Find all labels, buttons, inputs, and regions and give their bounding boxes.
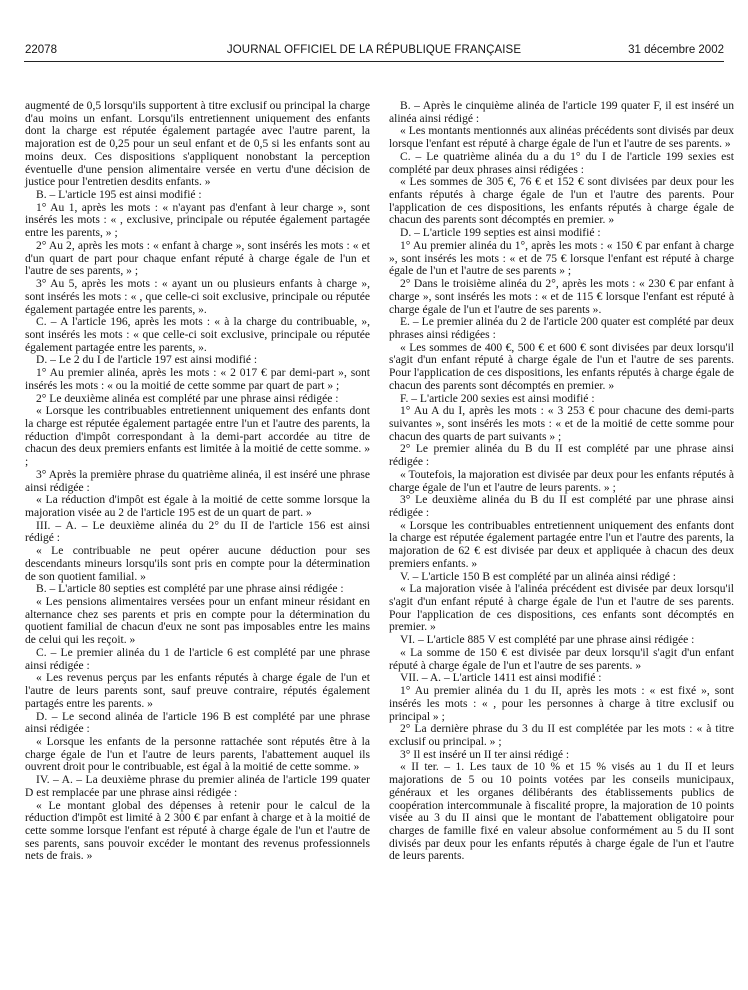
paragraph: 3° Le deuxième alinéa du B du II est complété par une phrase ainsi rédigée : [389,494,734,519]
paragraph: « II ter. – 1. Les taux de 10 % et 15 % visés au 1 du II et leurs majorations de 5 ou 10 points votées par les conseils municipaux, généraux et les organes délibérants des établissements publics de coopération intercommunale à fiscalité propre, la majoration de 10 points visée au 3 du II ainsi que le montant de l'abattement obligatoire pour charges de famille fixé en valeur absolue conformément au 5 du II sont divisés par deux pour les enfants réputés à charge égale de l'un et l'autre de leurs parents. [389,761,734,863]
paragraph: 1° Au 1, après les mots : « n'ayant pas d'enfant à leur charge », sont insérés les mots : « , exclusive, principale ou réputée également partagée entre les parents, » ; [25,201,370,240]
paragraph: 2° Le deuxième alinéa est complété par une phrase ainsi rédigée : [36,392,339,405]
paragraph: C. – A l'article 196, après les mots : « à la charge du contribuable, », sont insérés les mots : « que celle-ci soit exclusive, principale ou réputée également partagée entre les parents, ». [25,316,370,354]
paragraph: « Les montants mentionnés aux alinéas précédents sont divisés par deux lorsque l'enfant est réputé à charge égale de l'un et l'autre de ses parents. » [389,125,734,151]
page-number: 22078 [25,44,57,56]
page-header [0,44,748,60]
paragraph: « Lorsque les enfants de la personne rattachée sont réputés être à la charge égale de l'un et l'autre de leurs parents, l'abattement auquel ils ouvrent droit pour le contribuable, est égal à la moitié de cette somme. » [25,735,370,774]
paragraph: V. – L'article 150 B est complété par un alinéa ainsi rédigé : [400,570,677,583]
paragraph: 2° Le premier alinéa du B du II est complété par une phrase ainsi rédigée : [389,443,734,469]
paragraph: « La somme de 150 € est divisée par deux lorsqu'il s'agit d'un enfant réputé à charge égale de l'un et l'autre de ses parents. » [389,646,734,672]
paragraph: III. – A. – Le deuxième alinéa du 2° du II de l'article 156 est ainsi rédigé : [25,519,370,545]
paragraph: « Les sommes de 305 €, 76 € et 152 € sont divisées par deux pour les enfants réputés à charge égale de l'un et l'autre des parents. Pour l'application de ces dispositions, les enfants réputés à charge égale de chacun des parents sont décomptés en premier. » [389,176,734,227]
header-rule [24,61,724,62]
paragraph: B. – Après le cinquième alinéa de l'article 199 quater F, il est inséré un alinéa ainsi rédigé : [389,100,734,125]
paragraph: 3° Au 5, après les mots : « ayant un ou plusieurs enfants à charge », sont insérés les mots : « , que celle-ci soit exclusive, principale ou réputée également partagée entre les parents, ». [25,278,370,316]
paragraph: VII. – A. – L'article 1411 est ainsi modifié : [400,672,602,685]
paragraph: C. – Le quatrième alinéa du a du 1° du I de l'article 199 sexies est complété par deux phrases ainsi rédigées : [389,150,734,176]
paragraph: « Le montant global des dépenses à retenir pour le calcul de la réduction d'impôt est limité à 2 300 € par enfant à charge et à la moitié de cette somme lorsque l'enfant est réputé à charge égale de l'un et l'autre de ses parents, sans pouvoir excéder le montant des revenus professionnels nets de frais. » [25,799,370,863]
left-column [25,100,370,863]
right-column [389,100,734,863]
paragraph: « Lorsque les contribuables entretiennent uniquement des enfants dont la charge est réputée également partagée entre l'un et l'autre des parents, la majoration de 62 € est divisée par deux et appliquée à chacun des deux premiers enfants. » [389,519,734,570]
paragraph: « Les pensions alimentaires versées pour un enfant mineur résidant en alternance chez ses parents et pris en compte pour la détermination du quotient familial de chacun d'eux ne sont pas imposables entre les mains de celui qui les reçoit. » [25,596,370,647]
paragraph: D. – Le second alinéa de l'article 196 B est complété par une phrase ainsi rédigée : [25,710,370,736]
paragraph: 1° Au premier alinéa du 1°, après les mots : « 150 € par enfant à charge », sont insérés les mots : « et de 75 € lorsque l'enfant est réputé à charge égale de l'un et l'autre de ses parents » ; [389,239,734,278]
paragraph: 1° Au premier alinéa, après les mots : « 2 017 € par demi-part », sont insérés les mots : « ou la moitié de cette somme par quart de part » ; [25,367,370,392]
paragraph: « Les revenus perçus par les enfants réputés à charge égale de l'un et l'autre de leurs parents sont, sauf preuve contraire, réputés également partagés entre les parents. » [25,672,370,710]
paragraph: « Toutefois, la majoration est divisée par deux pour les enfants réputés à charge égale de l'un et l'autre de leurs parents. » ; [389,468,734,494]
paragraph: « Les sommes de 400 €, 500 € et 600 € sont divisées par deux lorsqu'il s'agit d'un enfant réputé à charge égale de l'un et l'autre de ses parents. Pour l'application de ces dispositions, les enfants réputés à charge égale de chacun des parents sont décomptés en premier. » [389,341,734,392]
paragraph: B. – L'article 80 septies est complété par une phrase ainsi rédigée : [36,583,344,596]
paragraph: C. – Le premier alinéa du 1 de l'article 6 est complété par une phrase ainsi rédigée : [25,646,370,672]
paragraph: B. – L'article 195 est ainsi modifié : [36,189,202,202]
paragraph: E. – Le premier alinéa du 2 de l'article 200 quater est complété par deux phrases ainsi rédigées : [389,316,734,341]
paragraph: VI. – L'article 885 V est complété par une phrase ainsi rédigée : [400,634,695,647]
publication-date: 31 décembre 2002 [628,44,724,56]
paragraph: 2° La dernière phrase du 3 du II est complétée par les mots : « à titre exclusif ou principal. » ; [389,723,734,748]
paragraph: F. – L'article 200 sexies est ainsi modifié : [400,392,595,405]
paragraph: « Le contribuable ne peut opérer aucune déduction pour ses descendants mineurs lorsqu'ils sont pris en compte pour la détermination de son quotient familial. » [25,545,370,583]
paragraph: « La majoration visée à l'alinéa précédent est divisée par deux lorsqu'il s'agit d'un enfant réputé à charge égale de l'un et l'autre de ses parents. Pour l'application de ces dispositions, ces enfants sont décomptés en premier. » [389,583,734,634]
paragraph: « La réduction d'impôt est égale à la moitié de cette somme lorsque la majoration visée au 2 de l'article 195 est de un quart de part. » [25,494,370,519]
paragraph: 2° Au 2, après les mots : « enfant à charge », sont insérés les mots : « et d'un quart de part pour chaque enfant réputé à charge égale de l'un et l'autre de ses parents, » ; [25,239,370,278]
journal-title: JOURNAL OFFICIEL DE LA RÉPUBLIQUE FRANÇAISE [226,44,522,56]
paragraph: 1° Au premier alinéa du 1 du II, après les mots : « est fixé », sont insérés les mots : « , pour les personnes à charge à titre exclusif ou principal » ; [389,685,734,723]
paragraph: « Lorsque les contribuables entretiennent uniquement des enfants dont la charge est réputée également partagée entre l'un et l'autre des parents, la réduction d'impôt correspondant à la demi-part accordée au titre de chacun des deux premiers enfants est limitée à la moitié de cette somme. » ; [25,405,370,469]
paragraph: D. – Le 2 du I de l'article 197 est ainsi modifié : [36,354,258,367]
paragraph: augmenté de 0,5 lorsqu'ils supportent à titre exclusif ou principal la charge d'au moins un enfant. Lorsqu'ils entretiennent uniquement des enfants dont la charge est réputée également partagée avec l'autre parent, la majoration est de 0,25 pour un seul enfant et de 0,5 si les enfants sont au moins deux. Ces dispositions s'appliquent nonobstant la perception éventuelle d'une pension alimentaire versée en vertu d'une décision de justice pour l'entretien desdits enfants. » [25,100,370,189]
paragraph: D. – L'article 199 septies est ainsi modifié : [400,227,601,240]
paragraph: 3° Il est inséré un II ter ainsi rédigé : [400,748,570,761]
paragraph: 3° Après la première phrase du quatrième alinéa, il est inséré une phrase ainsi rédigée : [25,468,370,494]
paragraph: IV. – A. – La deuxième phrase du premier alinéa de l'article 199 quater D est remplacée par une phrase ainsi rédigée : [25,774,370,799]
paragraph: 2° Dans le troisième alinéa du 2°, après les mots : « 230 € par enfant à charge », sont insérés les mots : « et de 115 € lorsque l'enfant est réputé à charge égale de l'un et l'autre de ses parents ». [389,278,734,316]
paragraph: 1° Au A du I, après les mots : « 3 253 € pour chacune des demi-parts suivantes », sont insérés les mots : « et de la moitié de cette somme pour chacun des quarts de part suivants » ; [389,405,734,443]
